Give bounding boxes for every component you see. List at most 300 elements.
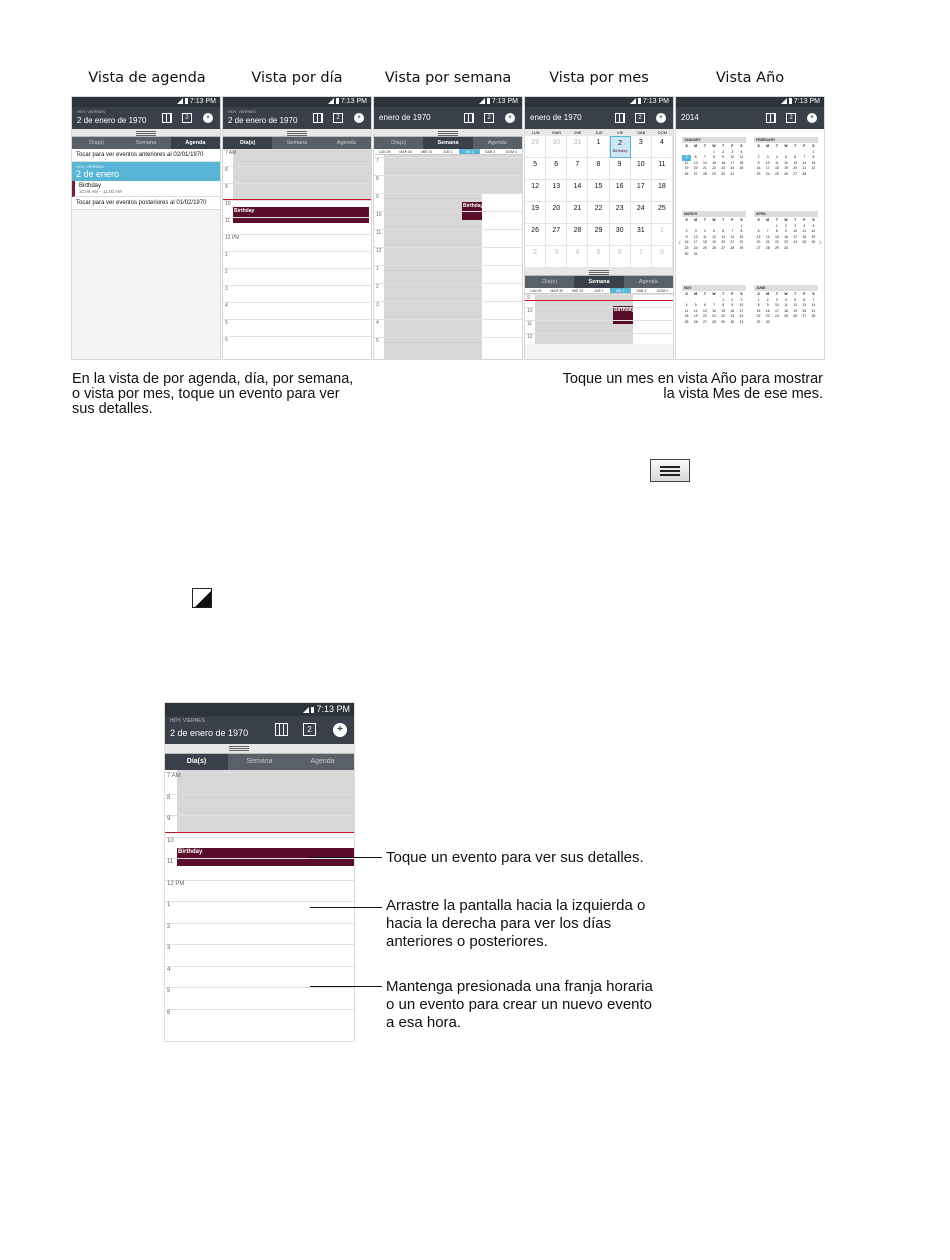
month-day-cell[interactable]: 21 xyxy=(567,202,588,224)
year-day: 8 xyxy=(775,229,778,234)
year-dow-label: T xyxy=(794,218,797,222)
year-day: 28 xyxy=(712,319,716,324)
hour-label: 9 xyxy=(527,295,530,301)
status-time: 7:13 PM xyxy=(793,98,820,105)
hour-line xyxy=(165,794,354,795)
event-birthday[interactable]: Birthday xyxy=(613,306,633,324)
year-day: 12 xyxy=(793,303,798,308)
hour-line xyxy=(223,217,371,218)
year-day: 28 xyxy=(811,314,816,319)
year-day: 24 xyxy=(793,240,798,245)
year-day: 12 xyxy=(684,160,689,165)
year-month-label: MAY xyxy=(682,285,746,291)
caption-right: Toque un mes en vista Año para mostrar la vista Mes de ese mes. xyxy=(562,371,823,402)
year-month-label: JANUARY xyxy=(682,137,746,143)
year-day: 22 xyxy=(811,166,816,171)
day-time-grid[interactable] xyxy=(223,149,371,360)
year-day: 26 xyxy=(811,240,816,245)
week-day-label[interactable]: JUE 1 xyxy=(594,289,604,293)
tab-week[interactable]: Semana xyxy=(135,140,157,146)
tab-days[interactable]: Día(s) xyxy=(223,137,272,149)
tab-agenda[interactable]: Agenda xyxy=(336,140,356,146)
add-event-icon[interactable]: + xyxy=(203,113,213,123)
month-day-cell[interactable]: 15 xyxy=(588,180,609,202)
calendar-grid-icon[interactable] xyxy=(162,113,172,123)
year-day: 21 xyxy=(702,166,707,171)
hour-line xyxy=(223,336,371,337)
callout-line-swipe xyxy=(310,907,382,908)
year-day: 10 xyxy=(765,160,770,165)
year-dow-label: S xyxy=(685,218,688,222)
hour-line xyxy=(165,880,354,881)
add-event-icon[interactable]: + xyxy=(807,113,817,123)
week-day-label[interactable]: SÁB 3 xyxy=(636,289,647,293)
week-time-grid[interactable] xyxy=(374,155,522,360)
today-icon[interactable]: 2 xyxy=(786,113,796,123)
year-day: 29 xyxy=(774,245,779,250)
year-day: 7 xyxy=(713,303,715,308)
year-dow-label: S xyxy=(812,144,815,148)
year-dow-label: M xyxy=(694,218,698,222)
date-selector[interactable]: 2 de enero de 1970 xyxy=(228,116,298,125)
week-day-label-current[interactable]: VIE 2 xyxy=(459,149,480,154)
month-day-cell[interactable]: 1 xyxy=(652,224,673,246)
title-week-view: Vista por semana xyxy=(384,70,512,86)
date-selector[interactable]: enero de 1970 xyxy=(379,113,431,122)
month-day-cell[interactable]: 13 xyxy=(546,180,567,202)
month-day-cell[interactable]: 27 xyxy=(546,224,567,246)
year-dow-label: T xyxy=(722,292,725,296)
day-time-grid[interactable] xyxy=(165,770,354,1042)
year-day: 12 xyxy=(712,234,716,239)
hour-label: 9 xyxy=(376,194,379,200)
year-dow-label: S xyxy=(757,292,760,296)
year-dow-label: M xyxy=(694,292,698,296)
status-time: 7:13 PM xyxy=(491,98,518,105)
year-day: 19 xyxy=(811,234,816,239)
year-day: 27 xyxy=(702,319,707,324)
hour-label: 11 xyxy=(376,230,382,236)
year-day: 8 xyxy=(812,155,815,160)
year-month-january[interactable] xyxy=(682,137,746,179)
year-day: 29 xyxy=(756,319,761,324)
tab-days[interactable]: Día(s) xyxy=(165,754,228,770)
month-day-cell[interactable]: 2 Birthday xyxy=(610,136,631,158)
signal-icon xyxy=(177,98,183,104)
year-day: 21 xyxy=(765,240,770,245)
year-dow-label: M xyxy=(766,144,770,148)
month-day-cell[interactable]: 23 xyxy=(610,202,631,224)
year-day: 8 xyxy=(740,229,743,234)
week-day-label[interactable]: DOM 4 xyxy=(505,150,517,154)
year-day: 28 xyxy=(730,245,735,250)
year-day: 2 xyxy=(722,149,725,154)
year-day: 13 xyxy=(693,160,698,165)
hour-label: 4 xyxy=(376,320,379,326)
month-day-cell[interactable]: 31 xyxy=(631,224,652,246)
week-day-label[interactable]: JUE 1 xyxy=(443,150,453,154)
month-day-cell[interactable]: 22 xyxy=(588,202,609,224)
week-day-label[interactable]: MAR 30 xyxy=(550,289,564,293)
year-day: 26 xyxy=(793,314,798,319)
year-day: 23 xyxy=(756,171,761,176)
hour-label: 8 xyxy=(376,176,379,182)
week-day-label[interactable]: SÁB 3 xyxy=(485,150,496,154)
hour-label: 7 AM xyxy=(225,150,237,156)
year-day: 19 xyxy=(784,166,788,171)
hour-line xyxy=(165,923,354,924)
year-day: 23 xyxy=(730,314,735,319)
year-day: 22 xyxy=(739,240,744,245)
year-day: 27 xyxy=(802,314,807,319)
year-day: 13 xyxy=(802,303,807,308)
month-day-cell[interactable]: 25 xyxy=(652,202,673,224)
year-day: 2 xyxy=(766,297,769,302)
year-day: 17 xyxy=(739,308,744,313)
signal-icon xyxy=(781,98,787,104)
drag-handle[interactable] xyxy=(374,129,522,137)
year-day: 24 xyxy=(774,314,779,319)
event-birthday[interactable]: Birthday xyxy=(462,202,482,220)
today-icon[interactable]: 2 xyxy=(635,113,645,123)
week-day-label[interactable]: MAR 30 xyxy=(399,150,413,154)
month-day-cell[interactable]: 14 xyxy=(567,180,588,202)
year-day: 23 xyxy=(721,166,726,171)
year-day: 25 xyxy=(702,245,707,250)
add-event-icon[interactable]: + xyxy=(656,113,666,123)
month-day-cell[interactable]: 11 xyxy=(652,158,673,180)
status-bar xyxy=(374,97,522,107)
today-icon[interactable]: 2 xyxy=(182,113,192,123)
year-dow-label: F xyxy=(731,218,734,222)
year-month-may[interactable] xyxy=(682,285,746,327)
year-dow-label: W xyxy=(712,292,716,296)
year-day: 3 xyxy=(740,297,743,302)
year-month-label: JUNE xyxy=(754,285,818,291)
title-agenda-view: Vista de agenda xyxy=(88,70,206,86)
month-day-cell[interactable]: 2 xyxy=(525,246,546,268)
hour-label: 3 xyxy=(376,302,379,308)
month-day-cell[interactable]: 19 xyxy=(525,202,546,224)
hour-line xyxy=(374,319,522,320)
month-day-cell[interactable]: 12 xyxy=(525,180,546,202)
month-day-cell[interactable]: 7 xyxy=(567,158,588,180)
hour-label: 2 xyxy=(167,923,171,930)
year-day: 20 xyxy=(693,166,698,171)
earlier-events-link[interactable]: Tocar para ver eventos anteriores al 02/01/1970 xyxy=(72,149,220,162)
tab-week[interactable]: Semana xyxy=(286,140,308,146)
calendar-grid-icon[interactable] xyxy=(275,723,288,736)
year-day: 17 xyxy=(730,160,735,165)
day-view-detail-screenshot xyxy=(164,702,355,1042)
year-day: 7 xyxy=(803,155,806,160)
event-birthday[interactable]: Birthday xyxy=(612,148,628,153)
month-day-cell[interactable]: 6 xyxy=(610,246,631,268)
today-icon[interactable]: 2 xyxy=(333,113,343,123)
year-day: 15 xyxy=(774,234,779,239)
year-day: 2 xyxy=(785,223,787,228)
drag-handle[interactable] xyxy=(165,744,354,754)
hour-label: 8 xyxy=(167,794,171,801)
year-day: 14 xyxy=(765,234,770,239)
hour-line xyxy=(525,320,673,321)
tab-week[interactable]: Semana xyxy=(423,137,472,149)
status-time: 7:13 PM xyxy=(642,98,669,105)
hour-line xyxy=(525,307,673,308)
year-month-february[interactable] xyxy=(754,137,818,179)
date-selector[interactable]: 2 de enero de 1970 xyxy=(170,728,249,738)
month-day-cell[interactable]: 7 xyxy=(631,246,652,268)
hour-line xyxy=(374,229,522,230)
tab-agenda[interactable]: Agenda xyxy=(310,758,335,765)
year-day: 9 xyxy=(766,303,769,308)
year-day: 25 xyxy=(802,240,807,245)
month-day-cell[interactable]: 26 xyxy=(525,224,546,246)
date-selector[interactable]: enero de 1970 xyxy=(530,113,582,122)
hour-label: 6 xyxy=(167,1009,171,1016)
tab-days[interactable]: Día(s) xyxy=(89,140,105,146)
year-dow-label: S xyxy=(757,144,760,148)
year-day: 31 xyxy=(739,319,744,324)
tab-days[interactable]: Día(s) xyxy=(542,279,558,285)
year-day: 29 xyxy=(712,171,716,176)
year-day: 8 xyxy=(713,155,715,160)
hour-label: 7 AM xyxy=(167,773,181,779)
tab-week[interactable]: Semana xyxy=(246,758,273,765)
year-day: 16 xyxy=(756,166,761,171)
hour-line xyxy=(374,211,522,212)
month-day-cell[interactable]: 3 xyxy=(631,136,652,158)
year-day: 20 xyxy=(793,166,798,171)
battery-icon xyxy=(638,98,641,104)
year-day: 27 xyxy=(693,171,698,176)
hour-label: 12 xyxy=(527,334,533,340)
month-dow-label: VIE xyxy=(610,129,631,136)
year-day: 1 xyxy=(713,149,715,154)
tab-agenda[interactable]: Agenda xyxy=(487,140,507,146)
month-day-cell[interactable]: 3 xyxy=(546,246,567,268)
year-day: 14 xyxy=(702,160,707,165)
year-day: 26 xyxy=(684,171,689,176)
month-grid[interactable] xyxy=(525,129,673,268)
month-day-cell[interactable]: 30 xyxy=(546,136,567,158)
year-day: 19 xyxy=(693,314,698,319)
year-dow-label: T xyxy=(775,292,778,296)
hour-label: 11 xyxy=(527,321,533,327)
year-day: 18 xyxy=(774,166,779,171)
month-day-cell[interactable]: 20 xyxy=(546,202,567,224)
month-day-cell[interactable]: 8 xyxy=(652,246,673,268)
year-dow-label: S xyxy=(685,292,688,296)
month-day-cell[interactable]: 29 xyxy=(525,136,546,158)
add-event-icon[interactable]: + xyxy=(354,113,364,123)
hour-label: 5 xyxy=(225,320,228,326)
month-day-cell[interactable]: 9 xyxy=(610,158,631,180)
hour-line xyxy=(223,268,371,269)
year-day: 30 xyxy=(784,245,788,250)
year-day: 25 xyxy=(684,319,689,324)
year-day: 18 xyxy=(702,240,707,245)
later-events-link[interactable]: Tocar para ver eventos posteriores al 01/02/1970 xyxy=(72,197,220,210)
year-dow-label: W xyxy=(784,218,788,222)
calendar-grid-icon[interactable] xyxy=(313,113,323,123)
week-day-label[interactable]: LUN 29 xyxy=(529,289,542,293)
month-day-cell[interactable]: 5 xyxy=(588,246,609,268)
year-dow-label: T xyxy=(794,292,797,296)
event-birthday[interactable]: Birthday xyxy=(233,207,369,223)
year-day: 2 xyxy=(685,229,688,234)
year-dow-label: W xyxy=(712,144,716,148)
year-month-june[interactable] xyxy=(754,285,818,327)
signal-icon xyxy=(328,98,334,104)
year-day: 5 xyxy=(682,155,691,161)
year-day: 30 xyxy=(730,319,735,324)
year-day: 22 xyxy=(721,314,726,319)
month-day-cell[interactable]: 24 xyxy=(631,202,652,224)
year-day: 3 xyxy=(694,229,697,234)
add-event-icon[interactable]: + xyxy=(333,723,347,737)
year-day: 4 xyxy=(775,155,778,160)
hour-label: 4 xyxy=(225,303,228,309)
calendar-grid-icon[interactable] xyxy=(464,113,474,123)
title-year-view: Vista Año xyxy=(715,70,785,86)
date-selector[interactable]: 2 de enero de 1970 xyxy=(77,116,147,125)
hour-line xyxy=(223,285,371,286)
hour-line xyxy=(223,200,371,201)
hour-line xyxy=(165,772,354,773)
hour-line xyxy=(223,319,371,320)
year-dow-label: T xyxy=(703,144,706,148)
add-event-icon[interactable]: + xyxy=(505,113,515,123)
hour-line xyxy=(223,166,371,167)
battery-icon xyxy=(789,98,792,104)
month-day-cell[interactable]: 5 xyxy=(525,158,546,180)
today-icon[interactable]: 2 xyxy=(303,723,316,736)
month-dow-label: MAR xyxy=(546,129,567,136)
week-day-label[interactable]: LUN 29 xyxy=(378,150,391,154)
hour-line xyxy=(165,815,354,816)
month-day-cell[interactable]: 30 xyxy=(610,224,631,246)
month-day-cell[interactable]: 4 xyxy=(567,246,588,268)
event-item[interactable] xyxy=(72,181,220,197)
today-icon[interactable]: 2 xyxy=(484,113,494,123)
drag-handle[interactable] xyxy=(525,268,673,276)
tab-week[interactable]: Semana xyxy=(574,276,623,288)
header-day-label: HOY, VIERNES xyxy=(170,718,205,724)
year-day: 21 xyxy=(712,314,716,319)
year-day: 9 xyxy=(722,155,725,160)
month-view-screenshot xyxy=(524,96,674,360)
year-day: 1 xyxy=(722,297,725,302)
year-dow-label: M xyxy=(766,292,770,296)
drag-handle[interactable] xyxy=(223,129,371,137)
year-day: 15 xyxy=(756,308,761,313)
tab-agenda[interactable]: Agenda xyxy=(171,137,220,149)
status-bar xyxy=(676,97,824,107)
week-day-label[interactable]: MIÉ 31 xyxy=(572,289,584,293)
year-day: 7 xyxy=(703,155,706,160)
menu-icon xyxy=(650,459,690,482)
year-day: 17 xyxy=(693,240,698,245)
year-day: 13 xyxy=(793,160,798,165)
year-dow-label: F xyxy=(803,144,806,148)
hour-line xyxy=(525,294,673,295)
month-day-cell[interactable]: 16 xyxy=(610,180,631,202)
year-dow-label: F xyxy=(803,292,806,296)
tab-agenda[interactable]: Agenda xyxy=(638,279,658,285)
year-selector[interactable]: 2014 xyxy=(681,113,699,122)
callout-swipe: Arrastre la pantalla hacia la izquierda o hacia la derecha para ver los días anteriores o posteriores. xyxy=(386,897,646,950)
month-day-cell[interactable]: 31 xyxy=(567,136,588,158)
week-view-screenshot xyxy=(373,96,523,360)
month-week-time-grid[interactable] xyxy=(525,294,673,344)
event-birthday[interactable]: Birthday xyxy=(177,848,354,866)
battery-icon xyxy=(185,98,188,104)
calendar-grid-icon[interactable] xyxy=(615,113,625,123)
year-day: 24 xyxy=(693,245,698,250)
year-day: 11 xyxy=(703,234,707,239)
signal-icon xyxy=(479,98,485,104)
week-day-label-current[interactable]: VIE 2 xyxy=(610,288,631,293)
year-day: 21 xyxy=(811,308,816,313)
hour-label: 4 xyxy=(167,966,171,973)
year-day: 16 xyxy=(765,308,770,313)
month-day-cell[interactable]: 17 xyxy=(631,180,652,202)
year-day: 19 xyxy=(793,308,798,313)
month-day-cell[interactable]: 29 xyxy=(588,224,609,246)
drag-handle[interactable] xyxy=(72,129,220,137)
year-day: 11 xyxy=(784,303,788,308)
month-day-cell[interactable]: 18 xyxy=(652,180,673,202)
year-day: 18 xyxy=(739,160,744,165)
year-day: 5 xyxy=(694,303,697,308)
year-month-march[interactable] xyxy=(682,211,746,258)
hour-line xyxy=(374,247,522,248)
calendar-grid-icon[interactable] xyxy=(766,113,776,123)
year-day: 22 xyxy=(712,166,716,171)
month-day-cell[interactable]: 28 xyxy=(567,224,588,246)
hour-line xyxy=(165,837,354,838)
year-day: 29 xyxy=(721,319,726,324)
month-dow-label: MIÉ xyxy=(567,129,588,136)
year-day: 12 xyxy=(693,308,698,313)
hour-line xyxy=(525,333,673,334)
year-dow-label: S xyxy=(740,144,743,148)
chevron-left-icon[interactable]: ‹ xyxy=(678,237,682,248)
action-bar xyxy=(525,107,673,129)
month-day-cell[interactable]: 1 xyxy=(588,136,609,158)
selected-day[interactable] xyxy=(72,162,220,181)
month-day-cell[interactable]: 10 xyxy=(631,158,652,180)
year-view-screenshot xyxy=(675,96,825,360)
month-day-cell[interactable]: 4 xyxy=(652,136,673,158)
hour-line xyxy=(223,183,371,184)
year-month-april[interactable] xyxy=(754,211,818,253)
week-day-label[interactable]: MIÉ 31 xyxy=(421,150,433,154)
week-day-label[interactable]: DOM 4 xyxy=(656,289,668,293)
month-day-cell[interactable]: 8 xyxy=(588,158,609,180)
year-day: 30 xyxy=(684,251,689,256)
tab-days[interactable]: Día(s) xyxy=(391,140,407,146)
year-day: 2 xyxy=(731,297,734,302)
past-time-shade xyxy=(177,770,354,832)
year-day: 23 xyxy=(765,314,770,319)
past-time-shade xyxy=(233,149,371,199)
chevron-right-icon[interactable]: › xyxy=(818,237,822,248)
year-day: 5 xyxy=(713,229,715,234)
year-day: 27 xyxy=(756,245,761,250)
month-day-cell[interactable]: 6 xyxy=(546,158,567,180)
